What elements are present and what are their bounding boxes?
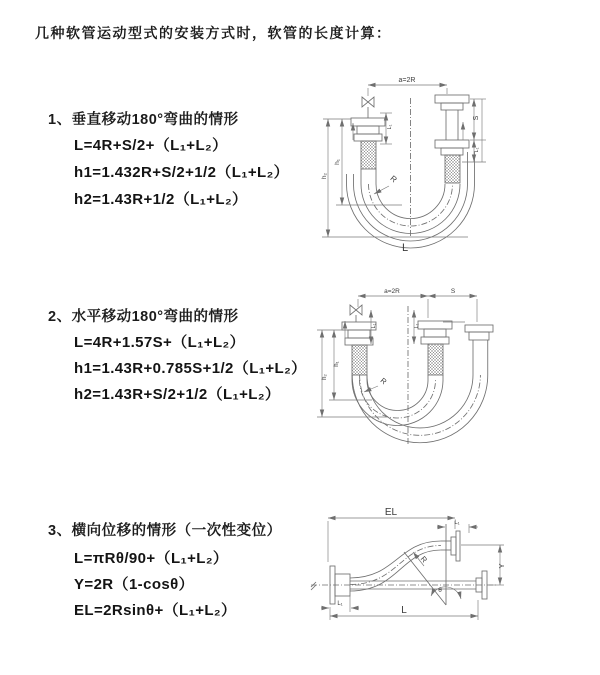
radius-label: R: [388, 173, 399, 185]
diagram-lateral-displacement: [306, 508, 512, 633]
right-flange-lower: [435, 140, 469, 148]
hose-u-bend: [367, 380, 428, 410]
dim-label-l1-top: L₁: [454, 520, 460, 526]
dim-label-l1-right: L₁: [474, 147, 480, 153]
dim-label-s: S: [450, 288, 456, 295]
section-3-formula-L: L=πRθ/90+（L₁+L₂）: [74, 550, 229, 567]
dim-label-l1-left: L₁: [371, 323, 377, 329]
length-label: L: [401, 605, 407, 616]
dim-label-h2: h₂: [321, 172, 328, 180]
radius-label: R: [378, 375, 389, 387]
right-flange-displaced: [456, 531, 460, 561]
section-3-heading: 3、横向位移的情形（一次性变位）: [48, 523, 282, 539]
right-flange-shifted: [465, 325, 493, 332]
dim-label-l1-mid: L₁: [414, 323, 420, 329]
section-3-formula-EL: EL=2Rsinθ+（L₁+L₂）: [74, 602, 237, 619]
right-flange-upper: [435, 95, 469, 103]
dim-label-el: EL: [384, 507, 398, 518]
page-title: 几种软管运动型式的安装方式时，软管的长度计算：: [35, 25, 392, 41]
section-1-formula-h2: h2=1.43R+1/2（L₁+L₂）: [74, 191, 248, 208]
angle-theta-label: θ: [438, 587, 442, 594]
section-1-formula-h1: h1=1.432R+S/2+1/2（L₁+L₂）: [74, 164, 290, 181]
section-2-formula-L: L=4R+1.57S+（L₁+L₂）: [74, 334, 245, 351]
section-3-formula-Y: Y=2R（1-cosθ）: [74, 576, 195, 593]
dim-label-l1-left: L₁: [387, 124, 393, 130]
section-2-formula-h1: h1=1.43R+0.785S+1/2（L₁+L₂）: [74, 360, 307, 377]
section-2-formula-h2: h2=1.43R+S/2+1/2（L₁+L₂）: [74, 386, 281, 403]
valve-icon: [350, 305, 362, 315]
radius-label: R: [418, 554, 430, 565]
dim-label-h1: h₁: [334, 361, 340, 367]
length-label: L: [401, 242, 409, 254]
braided-hose-left: [352, 345, 367, 375]
braided-hose-left: [361, 141, 376, 169]
dim-label-h1: h₁: [334, 159, 341, 165]
left-flange: [351, 118, 385, 126]
valve-icon: [362, 97, 374, 107]
dim-label-y: Y: [497, 563, 506, 569]
section-1-formula-L: L=4R+S/2+（L₁+L₂）: [74, 137, 228, 154]
dim-label-l1-left: L₁: [337, 601, 343, 607]
dim-label-h2: h₂: [322, 374, 328, 380]
section-1-heading: 1、垂直移动180°弯曲的情形: [48, 112, 239, 128]
section-2-heading: 2、水平移动180°弯曲的情形: [48, 309, 239, 325]
diagram-vertical-180-bend: [310, 76, 495, 256]
braided-hose-middle: [428, 344, 443, 375]
diagram-horizontal-180-bend: [312, 288, 502, 453]
dim-label-s: S: [473, 115, 480, 121]
braided-hose-right: [445, 155, 460, 183]
dim-label-a2r: a=2R: [398, 77, 416, 84]
dim-label-a2r: a=2R: [384, 288, 400, 295]
